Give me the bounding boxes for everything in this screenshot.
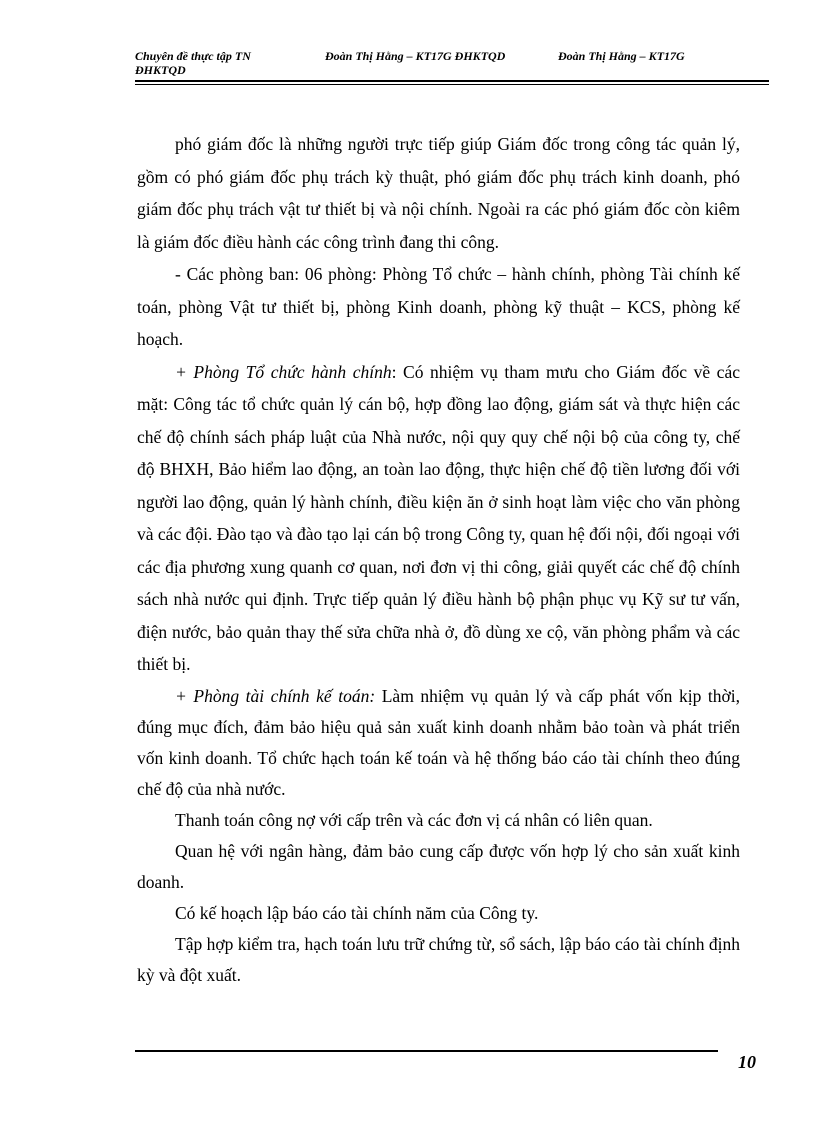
paragraph xyxy=(137,258,740,356)
paragraph-text: : Có nhiệm vụ tham mưu cho Giám đốc về các mặt: Công tác tổ chức quản lý cán bộ, hợp đồng lao động, giám sát và thực hiện các chế độ chính sách pháp luật của Nhà nước, nội quy quy chế nội bộ của công ty, chế độ BHXH, Bảo hiểm lao động, an toàn lao động, thực hiện chế độ tiền lương đối với người lao động, quản lý hành chính, điều kiện ăn ở sinh hoạt làm việc cho văn phòng và các đội. Đào tạo và đào tạo lại cán bộ trong Công ty, quan hệ đối nội, đối ngoại với các địa phương xung quanh cơ quan, nơi đơn vị thi công, giải quyết các chế độ chính sách nhà nước qui định. Trực tiếp quản lý điều hành bộ phận phục vụ Kỹ sư tư vấn, điện nước, bảo quản thay thế sửa chữa nhà ở, đồ dùng xe cộ, văn phòng phẩm và các thiết bị. xyxy=(137,361,740,674)
header-school: ĐHKTQD xyxy=(135,63,186,77)
page-number: 10 xyxy=(738,1052,756,1072)
paragraph xyxy=(137,128,740,258)
paragraph xyxy=(137,836,740,898)
document-body xyxy=(137,128,740,991)
paragraph-text: Tập hợp kiểm tra, hạch toán lưu trữ chứng từ, sổ sách, lập báo cáo tài chính định kỳ và đột xuất. xyxy=(137,933,740,985)
header-course-title: Chuyên đề thực tập TN xyxy=(135,49,251,63)
paragraph-text: Quan hệ với ngân hàng, đảm bảo cung cấp được vốn hợp lý cho sản xuất kinh doanh. xyxy=(137,840,740,892)
page-header xyxy=(135,46,768,78)
paragraph xyxy=(137,356,740,681)
footer-rule xyxy=(135,1050,718,1052)
header-author-short: Đoàn Thị Hằng – KT17G xyxy=(558,49,685,63)
paragraph-lead: + Phòng Tổ chức hành chính xyxy=(175,361,392,382)
paragraph-text: Có kế hoạch lập báo cáo tài chính năm của Công ty. xyxy=(175,902,539,923)
paragraph xyxy=(137,898,740,929)
header-author-class: Đoàn Thị Hằng – KT17G ĐHKTQD xyxy=(325,49,506,63)
header-rule-thin xyxy=(135,84,769,85)
paragraph xyxy=(137,929,740,991)
paragraph-text: Thanh toán công nợ với cấp trên và các đơn vị cá nhân có liên quan. xyxy=(175,809,653,830)
paragraph-text: - Các phòng ban: 06 phòng: Phòng Tổ chức – hành chính, phòng Tài chính kế toán, phòng Vật tư thiết bị, phòng Kinh doanh, phòng kỹ thuật – KCS, phòng kế hoạch. xyxy=(137,264,740,349)
paragraph-text: Làm nhiệm vụ quản lý và cấp phát vốn kịp thời, đúng mục đích, đảm bảo hiệu quả sản xuất kinh doanh nhằm bảo toàn và phát triển vốn kinh doanh. Tổ chức hạch toán kế toán và hệ thống báo cáo tài chính theo đúng chế độ của nhà nước. xyxy=(137,685,740,799)
paragraph xyxy=(137,681,740,805)
paragraph-lead: + Phòng tài chính kế toán: xyxy=(175,685,376,706)
paragraph-text: phó giám đốc là những người trực tiếp giúp Giám đốc trong công tác quản lý, gồm có phó giám đốc phụ trách kỳ thuật, phó giám đốc phụ trách kinh doanh, phó giám đốc phụ trách vật tư thiết bị và nội chính. Ngoài ra các phó giám đốc còn kiêm là giám đốc điều hành các công trình đang thi công. xyxy=(137,134,740,252)
paragraph xyxy=(137,805,740,836)
header-rule-thick xyxy=(135,80,769,82)
